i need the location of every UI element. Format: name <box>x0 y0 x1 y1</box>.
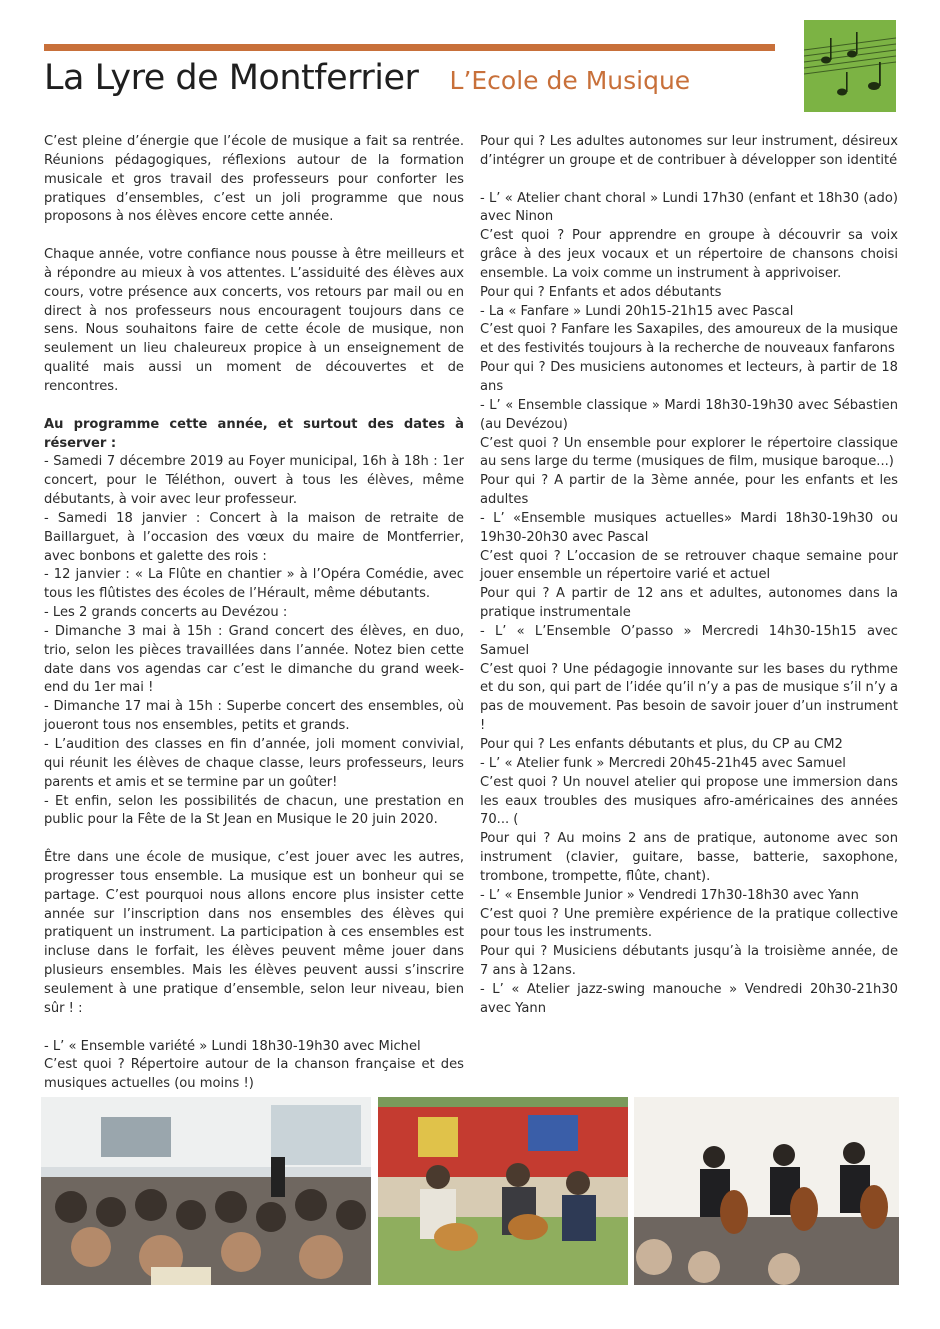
ensemble-item: - La « Fanfare » Lundi 20h15-21h15 avec Pascal <box>480 303 794 319</box>
ensemble-audience: Pour qui ? A partir de 12 ans et adultes, autonomes dans la pratique instrumentale <box>480 586 898 621</box>
ensemble-description: C’est quoi ? Une pédagogie innovante sur les bases du rythme et du son, qui part de l’idée qu’il n’y a pas de musique s’il n’y a pas de mouvement. Pas besoin de savoir jouer d’un instrument ! <box>480 661 898 734</box>
ensemble-description: C’est quoi ? Pour apprendre en groupe à découvrir sa voix grâce à des jeux vocaux et un répertoire de chansons choisi ensemble. La voix comme un instrument à apprivoiser. <box>480 228 898 281</box>
logo-graphic <box>804 20 896 112</box>
page-subtitle: L’Ecole de Musique <box>449 66 691 95</box>
paragraph-gap <box>44 227 464 246</box>
page-header <box>44 58 804 108</box>
ensemble-item: - L’ «Ensemble musiques actuelles» Mardi 18h30-19h30 ou 19h30-20h30 avec Pascal <box>480 510 898 545</box>
ensemble-description: C’est quoi ? Une première expérience de la pratique collective pour tous les instruments. <box>480 906 898 941</box>
ensemble-audience: Pour qui ? Les adultes autonomes sur leur instrument, désireux d’intégrer un groupe et de contribuer à développer son identité <box>480 134 898 168</box>
intro-paragraph: C’est pleine d’énergie que l’école de musique a fait sa rentrée. Réunions pédagogiques, réflexions autour de la formation musicale et gros travail des professeurs pour conforter les pratiques d’ensembles, c’est un joli programme que nous proposons à nos élèves encore cette année. <box>44 134 464 225</box>
program-heading: Au programme cette année, et surtout des dates à réserver : <box>44 416 464 451</box>
ensemble-audience: Pour qui ? Au moins 2 ans de pratique, autonome avec son instrument (clavier, guitare, basse, batterie, saxophone, trombone, trompette, flûte, chant). <box>480 831 898 884</box>
paragraph-gap <box>44 397 464 416</box>
paragraph-gap <box>44 830 464 849</box>
paragraph-gap <box>44 1019 464 1038</box>
ensemble-description: C’est quoi ? Fanfare les Saxapiles, des amoureux de la musique et des festivités toujours à la recherche de nouveaux fanfarons <box>480 322 898 357</box>
header-rule <box>44 44 775 51</box>
ensemble-audience: Pour qui ? Enfants et ados débutants <box>480 284 722 300</box>
event-item: - Samedi 7 décembre 2019 au Foyer municipal, 16h à 18h : 1er concert, pour le Téléthon, ouvert à tous les élèves, même débutants, à voir avec leur professeur. <box>44 454 464 508</box>
ensemble-audience: Pour qui ? Des musiciens autonomes et lecteurs, à partir de 18 ans <box>480 360 898 394</box>
ensemble-description: C’est quoi ? Un nouvel atelier qui propose une immersion dans les eaux troubles des musiques afro-américaines des années 70... ( <box>480 774 898 828</box>
event-item: - L’audition des classes en fin d’année, joli moment convivial, qui réunit les élèves de chaque classe, leurs professeurs, leurs parents et amis et se termine par un goûter! <box>44 737 464 790</box>
ensemble-audience: Pour qui ? Musiciens débutants jusqu’à la troisième année, de 7 ans à 12ans. <box>480 944 898 979</box>
event-item: - 12 janvier : « La Flûte en chantier » à l’Opéra Comédie, avec tous les flûtistes des écoles de l’Hérault, même débutants. <box>44 567 464 602</box>
ensemble-item: - L’ « Ensemble classique » Mardi 18h30-19h30 avec Sébastien (au Devézou) <box>480 397 898 432</box>
ensembles-paragraph: Être dans une école de musique, c’est jouer avec les autres, progresser tous ensemble. La musique est un bonheur qui se partage. C’est pourquoi nous allons encore plus insister cette année sur l’inscription dans nos ensembles des élèves qui pratiquent un instrument. La participation à ces ensembles est incluse dans le forfait, les élèves peuvent même jouer dans plusieurs ensembles. Mais les élèves peuvent aussi s’inscrire seulement à une pratique d’ensemble, selon leur niveau, bien sûr ! : <box>44 850 464 1016</box>
ensemble-item: - L’ « Ensemble variété » Lundi 18h30-19h30 avec Michel <box>44 1038 421 1054</box>
page-title: La Lyre de Montferrier <box>44 58 419 98</box>
left-column <box>44 133 464 1094</box>
event-item: - Les 2 grands concerts au Devézou : <box>44 605 288 621</box>
ensemble-audience: Pour qui ? A partir de la 3ème année, pour les enfants et les adultes <box>480 473 898 508</box>
confidence-paragraph: Chaque année, votre confiance nous pousse à être meilleurs et à répondre au mieux à vos attentes. L’assiduité des élèves aux cours, votre présence aux concerts, vos retours par mail ou en direct à nos professeurs nous encouragent toujours dans ce sens. Nous souhaitons faire de cette école de musique, non seulement un lieu chaleureux propice à un enseignement de qualité mais aussi un moment de découvertes et de rencontres. <box>44 247 464 394</box>
event-item: - Dimanche 3 mai à 15h : Grand concert des élèves, en duo, trio, selon les pièces travaillées dans l’année. Notez bien cette date dans vos agendas car c’est le dimanche du grand week-end du 1er mai ! <box>44 623 464 696</box>
right-column <box>480 133 898 1019</box>
ensemble-description: C’est quoi ? Répertoire autour de la chanson française et des musiques actuelles (ou moins !) <box>44 1057 464 1092</box>
ensemble-audience: Pour qui ? Les enfants débutants et plus, du CP au CM2 <box>480 737 843 752</box>
ensemble-description: C’est quoi ? Un ensemble pour explorer le répertoire classique au sens large du terme (musiques de film, musique baroque...) <box>480 435 898 470</box>
event-item: - Et enfin, selon les possibilités de chacun, une prestation en public pour la Fête de la St Jean en Musique le 20 juin 2020. <box>44 793 464 828</box>
ensemble-item: - L’ « Atelier chant choral » Lundi 17h30 (enfant et 18h30 (ado) avec Ninon <box>480 190 898 225</box>
photo-cello-ensemble <box>634 1097 899 1285</box>
ensemble-description: C’est quoi ? L’occasion de se retrouver chaque semaine pour jouer ensemble un répertoire varié et actuel <box>480 548 898 583</box>
paragraph-gap <box>480 171 898 190</box>
ensemble-item: - L’ « Atelier jazz-swing manouche » Vendredi 20h30-21h30 avec Yann <box>480 981 898 1016</box>
photo-audience-concert <box>41 1097 371 1285</box>
ensemble-item: - L’ « Atelier funk » Mercredi 20h45-21h45 avec Samuel <box>480 755 846 771</box>
ensemble-item: - L’ « Ensemble Junior » Vendredi 17h30-18h30 avec Yann <box>480 887 859 903</box>
photo-guitar-band <box>378 1097 628 1285</box>
event-item: - Samedi 18 janvier : Concert à la maison de retraite de Baillarguet, à l’occasion des vœux du maire de Montferrier, avec bonbons et galette des rois : <box>44 510 464 564</box>
event-item: - Dimanche 17 mai à 15h : Superbe concert des ensembles, où joueront tous nos ensembles, petits et grands. <box>44 699 464 734</box>
ensemble-item: - L’ « L’Ensemble O’passo » Mercredi 14h30-15h15 avec Samuel <box>480 623 898 658</box>
lyre-logo <box>804 20 896 112</box>
